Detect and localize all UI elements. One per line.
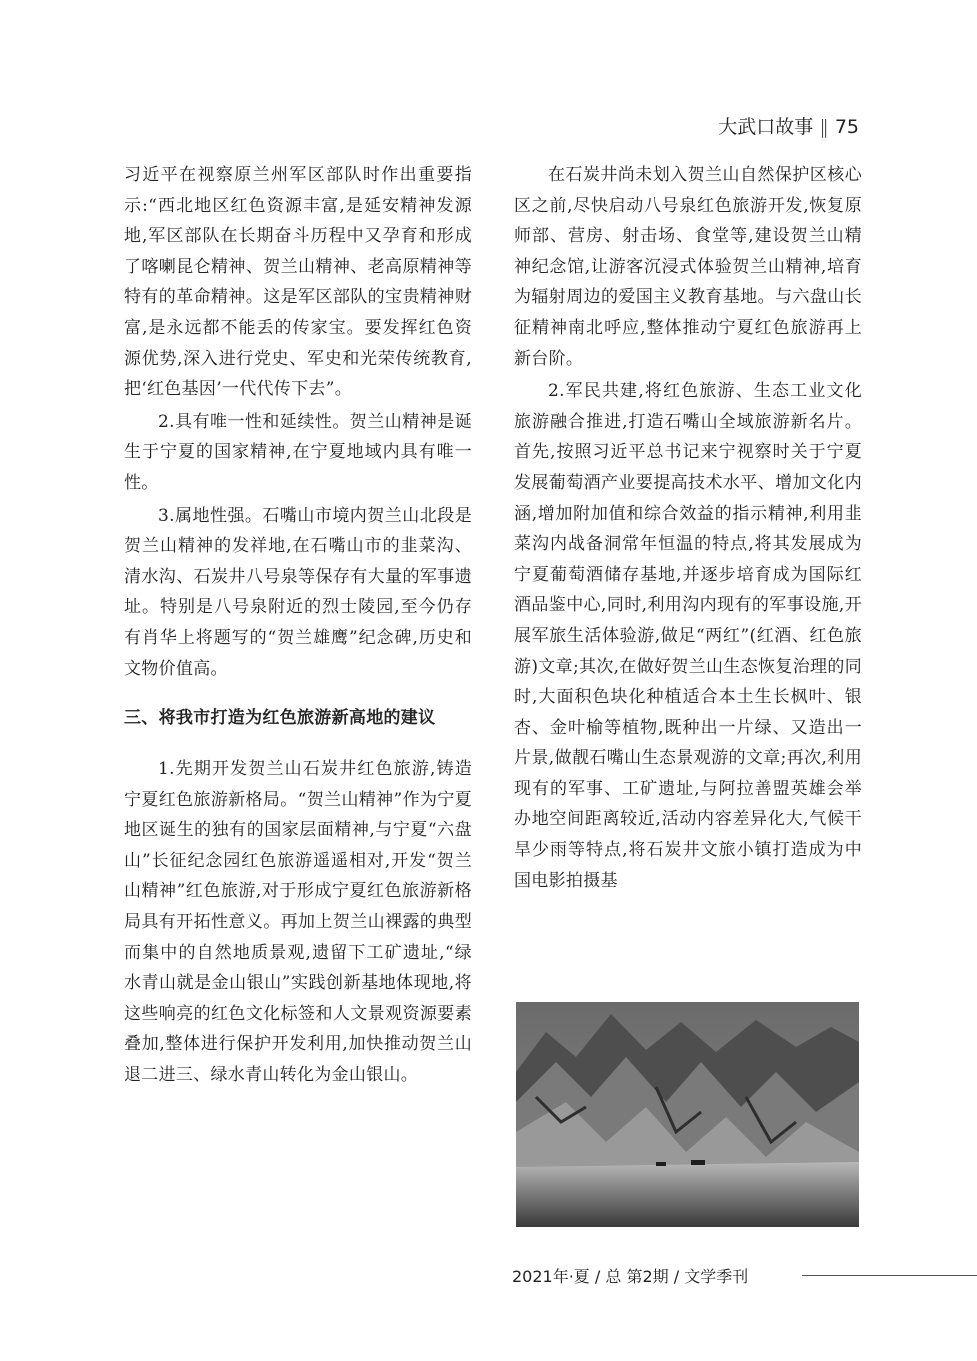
page-number: 75 [834, 116, 859, 138]
header-separator: ‖ [819, 116, 829, 138]
left-paragraph-1: 习近平在视察原兰州军区部队时作出重要指示:“西北地区红色资源丰富,是延安精神发源地,军区部队在长期奋斗历程中又孕育和形成了喀喇昆仑精神、贺兰山精神、老高原精神等特有的革命精神。这是军区部队的宝贵精神财富,是永远都不能丢的传家宝。要发挥红色资源优势,深入进行党史、军史和光荣传统教育,把‘红色基因’一代代传下去”。 [124, 165, 472, 400]
right-paragraph-1: 在石炭井尚未划入贺兰山自然保护区核心区之前,尽快启动八号泉红色旅游开发,恢复原师部、营房、射击场、食堂等,建设贺兰山精神纪念馆,让游客沉浸式体验贺兰山精神,培育为辐射周边的爱国主义教育基地。与六盘山长征精神南北呼应,整体推动宁夏红色旅游再上新台阶。 [514, 165, 862, 369]
mountain-photo [516, 1002, 859, 1227]
section-heading: 三、将我市打造为红色旅游新高地的建议 [124, 708, 436, 729]
right-paragraph-2: 2.军民共建,将红色旅游、生态工业文化旅游融合推进,打造石嘴山全域旅游新名片。首先,按照习近平总书记来宁视察时关于宁夏发展葡萄酒产业要提高技术水平、增加文化内涵,增加附加值和综合效益的指示精神,利用韭菜沟内战备洞常年恒温的特点,将其发展成为宁夏葡萄酒储存基地,并逐步培育成为国际红酒品鉴中心,同时,利用沟内现有的军事设施,开展军旅生活体验游,做足“两红”(红酒、红色旅游)文章;其次,在做好贺兰山生态恢复治理的同时,大面积色块化种植适合本土生长枫叶、银杏、金叶榆等植物,既种出一片绿、又造出一片景,做靓石嘴山生态景观游的文章;再次,利用现有的军事、工矿遗址,与阿拉善盟英雄会举办地空间距离较近,活动内容差异化大,气候干旱少雨等特点,将石炭井文旅小镇打造成为中国电影拍摄基 [514, 381, 862, 891]
right-column [514, 160, 862, 896]
left-paragraph-4: 1.先期开发贺兰山石炭井红色旅游,铸造宁夏红色旅游新格局。“贺兰山精神”作为宁夏地区诞生的独有的国家层面精神,与宁夏“六盘山”长征纪念园红色旅游遥遥相对,开发“贺兰山精神”红色旅游,对于形成宁夏红色旅游新格局具有开拓性意义。再加上贺兰山裸露的典型而集中的自然地质景观,遗留下工矿遗址,“绿水青山就是金山银山”实践创新基地体现地,将这些响亮的红色文化标签和人文景观资源要素叠加,整体进行保护开发利用,加快推动贺兰山退二进三、绿水青山转化为金山银山。 [124, 759, 472, 1086]
footer-issue-info: 2021年·夏 / 总 第2期 / 文学季刊 [512, 1267, 749, 1286]
running-header [718, 112, 859, 139]
footer-rule [802, 1275, 977, 1276]
header-section-title: 大武口故事 [718, 116, 814, 138]
left-column [124, 160, 472, 1091]
left-paragraph-2: 2.具有唯一性和延续性。贺兰山精神是诞生于宁夏的国家精神,在宁夏地域内具有唯一性。 [124, 411, 472, 493]
left-paragraph-3: 3.属地性强。石嘴山市境内贺兰山北段是贺兰山精神的发祥地,在石嘴山市的韭菜沟、清水沟、石炭井八号泉等保存有大量的军事遗址。特别是八号泉附近的烈士陵园,至今仍存有肖华上将题写的“贺兰雄鹰”纪念碑,历史和文物价值高。 [124, 505, 472, 679]
